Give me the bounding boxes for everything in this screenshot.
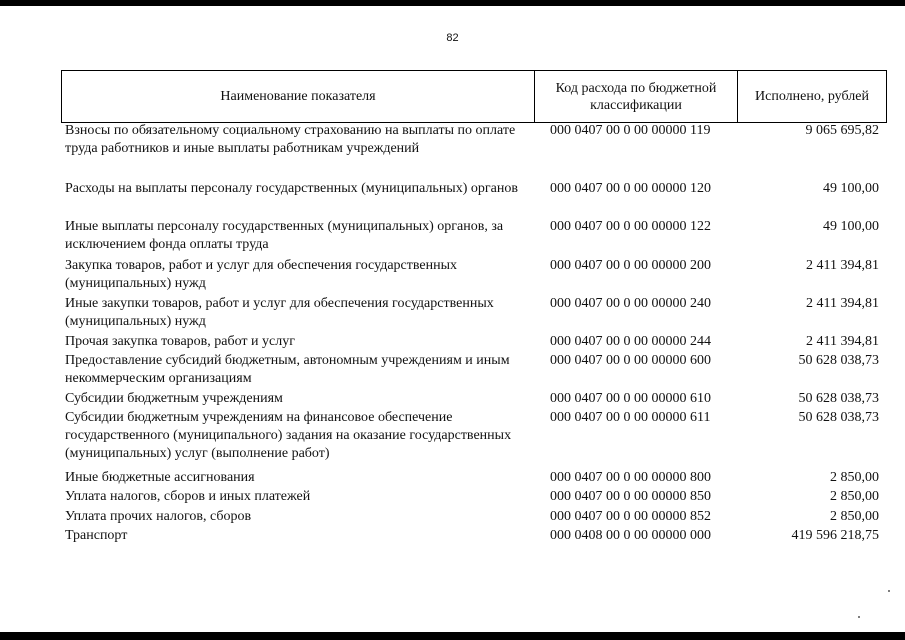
header-amount: Исполнено, рублей (755, 89, 869, 104)
row-amount: 2 850,00 (830, 509, 879, 524)
row-amount: 9 065 695,82 (805, 123, 879, 138)
table-header (61, 70, 887, 123)
row-amount: 50 628 038,73 (798, 391, 879, 406)
row-code: 000 0408 00 0 00 00000 000 (550, 528, 711, 543)
row-amount: 50 628 038,73 (798, 410, 879, 425)
row-amount: 2 850,00 (830, 470, 879, 485)
row-name: Уплата прочих налогов, сборов (65, 509, 252, 524)
row-code: 000 0407 00 0 00 00000 800 (550, 470, 711, 485)
page-number: 82 (446, 32, 459, 44)
row-name: Закупка товаров, работ и услуг для обеспечения государственных (муниципальных) нужд (65, 258, 458, 291)
row-code: 000 0407 00 0 00 00000 610 (550, 391, 711, 406)
row-name: Иные бюджетные ассигнования (65, 470, 255, 485)
row-code: 000 0407 00 0 00 00000 244 (550, 334, 711, 349)
row-code: 000 0407 00 0 00 00000 600 (550, 353, 711, 368)
row-name: Предоставление субсидий бюджетным, автономным учреждениям и иным некоммерческим организациям (65, 353, 510, 386)
header-code: Код расхода по бюджетной классификации (535, 71, 738, 122)
scan-speck (858, 616, 860, 618)
row-code: 000 0407 00 0 00 00000 120 (550, 181, 711, 196)
row-code: 000 0407 00 0 00 00000 240 (550, 296, 711, 311)
row-amount: 49 100,00 (823, 181, 879, 196)
row-amount: 2 411 394,81 (806, 334, 879, 349)
row-amount: 2 411 394,81 (806, 296, 879, 311)
row-amount: 50 628 038,73 (798, 353, 879, 368)
row-code: 000 0407 00 0 00 00000 850 (550, 489, 711, 504)
row-code: 000 0407 00 0 00 00000 611 (550, 410, 711, 425)
row-name: Субсидии бюджетным учреждениям на финансовое обеспечение государственного (муниципального) задания на оказание государственных (муниципальных) услуг (выполнение работ) (65, 410, 512, 461)
row-name: Уплата налогов, сборов и иных платежей (65, 489, 311, 504)
row-name: Расходы на выплаты персоналу государственных (муниципальных) органов (65, 181, 518, 196)
row-code: 000 0407 00 0 00 00000 119 (550, 123, 711, 138)
header-name: Наименование показателя (62, 71, 535, 122)
row-code: 000 0407 00 0 00 00000 852 (550, 509, 711, 524)
row-amount: 2 850,00 (830, 489, 879, 504)
row-amount: 419 596 218,75 (791, 528, 879, 543)
row-amount: 2 411 394,81 (806, 258, 879, 273)
row-name: Взносы по обязательному социальному страхованию на выплаты по оплате труда работников и иные выплаты работникам учреждений (65, 123, 516, 156)
row-name: Транспорт (65, 528, 128, 543)
row-name: Иные выплаты персоналу государственных (муниципальных) органов, за исключением фонда оплаты труда (65, 219, 504, 252)
row-code: 000 0407 00 0 00 00000 122 (550, 219, 711, 234)
row-name: Иные закупки товаров, работ и услуг для обеспечения государственных (муниципальных) нужд (65, 296, 494, 329)
row-name: Субсидии бюджетным учреждениям (65, 391, 283, 406)
top-border-bar (0, 0, 905, 6)
scan-speck (888, 590, 890, 592)
row-amount: 49 100,00 (823, 219, 879, 234)
bottom-border-bar (0, 632, 905, 640)
row-name: Прочая закупка товаров, работ и услуг (65, 334, 295, 349)
row-code: 000 0407 00 0 00 00000 200 (550, 258, 711, 273)
